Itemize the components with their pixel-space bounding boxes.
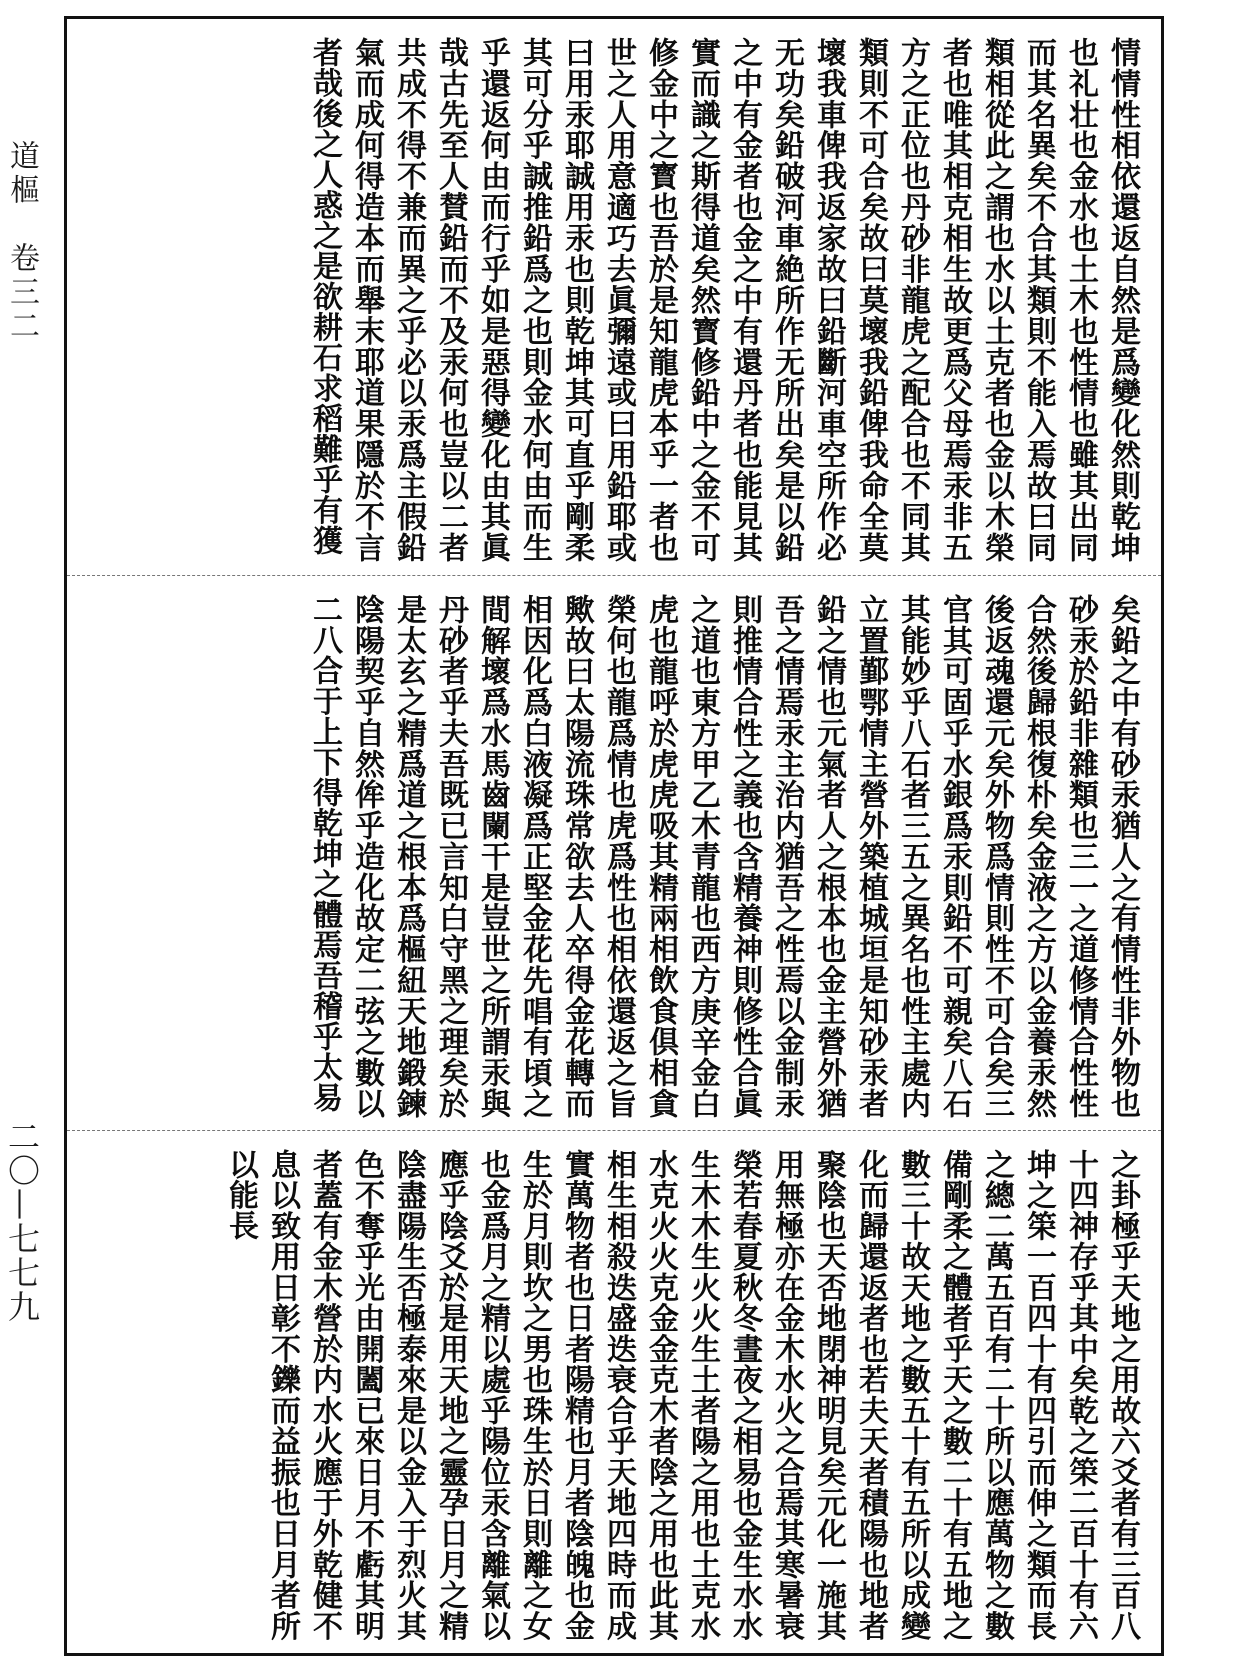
panel-text: 之卦極乎天地之用故六爻者有三百八十四神存乎其中矣乾之筞二百十有六坤之筞一百四十有四引而伸之類而長之總二萬五百有二十所以應萬物之數備剛柔之體者乎天之數二十有五地之數三十故天地之數五十有五所以成變化而歸還返者也若夫天者積陽也地者聚陰也天否地閉神明見矣元化一施其用無極亦在金木水火之合焉其寒暑衰榮若春夏秋冬晝夜之相易也金生水水生木木生火火生土者陽之用也土克水水克火火克金金克木者陰之用也此其相生相殺迭盛迭衰合乎天地四時而成實萬物者也日者陽精也月者陰魄也金生於月則坎之男也珠生於日則離之女也金爲月之精以處乎陽位汞含離氣以應乎陰爻於是用天地之靈孕日月之精陰盡陽生否極泰來是以金入于烈火其色不奪乎光由開闔已來日月不虧其明者蓋有金木營於内水火應于外乾健不息以致用日彰不鑠而益振也日月者所以能長 — [223, 1149, 1140, 1641]
page-frame — [64, 16, 1164, 1656]
text-panel-top — [67, 19, 1161, 575]
panel-text: 情情性相依還返自然是爲變化然則乾坤也礼壮也金水也土木也性情也雖其出同而其名異矣不合其類則不能入焉故曰同類相從此之謂也水以土克者也金以木榮者也唯其相克相生故更爲父母焉汞非五方之正位也丹砂非龍虎之配合也不同其類則不可合矣故曰莫壞我鉛俾我命全莫壞我車俾我返家故曰鉛斷河車空所作必无功矣鉛破河車絶所作无所出矣是以鉛之中有金者也金之中有還丹者也能見其實而識之斯得道矣然寳修鉛中之金不可修金中之寳也吾於是知龍虎本乎一者也世之人用意適巧去眞彌遠或曰用鉛耶或曰用汞耶誠用汞也則乾坤其可直乎剛柔其可分乎誠推鉛爲之也則金水何由而生乎還返何由而行乎如是惡得變化由其眞哉古先至人賛鉛而不及汞何也豈以二者共成不得不兼而異之乎必以汞爲主假鉛氣而成何得造本而舉末耶道果隱於不言者哉後之人惑之是欲耕石求稻難乎有獲 — [307, 37, 1140, 563]
text-panel-middle — [67, 575, 1161, 1131]
panel-text: 矣鉛之中有砂汞猶人之有情性非外物也砂汞於鉛非雜類也三一之道修情合性性合然後歸根復朴矣金液之方以金養汞然後返魂還元矣外物爲情則性不可合矣三官其可固乎水銀爲汞則鉛不可親矣八石其能妙乎八石者三五之異名也性主處内立置鄞鄂情主營外築植城垣是知砂汞者鉛之情也元氣者人之根本也金主營外猶吾之情焉汞主治内猶吾之性焉以金制汞則推情合性之義也含精養神則修性合眞之道也東方甲乙木青龍也西方庚辛金白虎也龍呼於虎虎吸其精兩相飲食倶相貪榮何也龍爲情也虎爲性也相依還返之旨歟故曰太陽流珠常欲去人卒得金花轉而相因化爲白液凝爲正堅金花先唱有頃之間解壞爲水馬齒闌干是豈世之所謂汞與丹砂者乎夫吾既已言知白守黑之理矣於是太玄之精爲道之根本爲樞紐天地鍛鍊陰陽契乎自然侔乎造化故定二弦之數以二八合于上下得乾坤之體焉吾稽乎太易 — [307, 593, 1140, 1119]
text-panel-bottom — [67, 1130, 1161, 1653]
book-title-label: 道樞 卷三二 — [4, 140, 39, 344]
page-number-label: 二〇—七七九 — [3, 1120, 41, 1324]
